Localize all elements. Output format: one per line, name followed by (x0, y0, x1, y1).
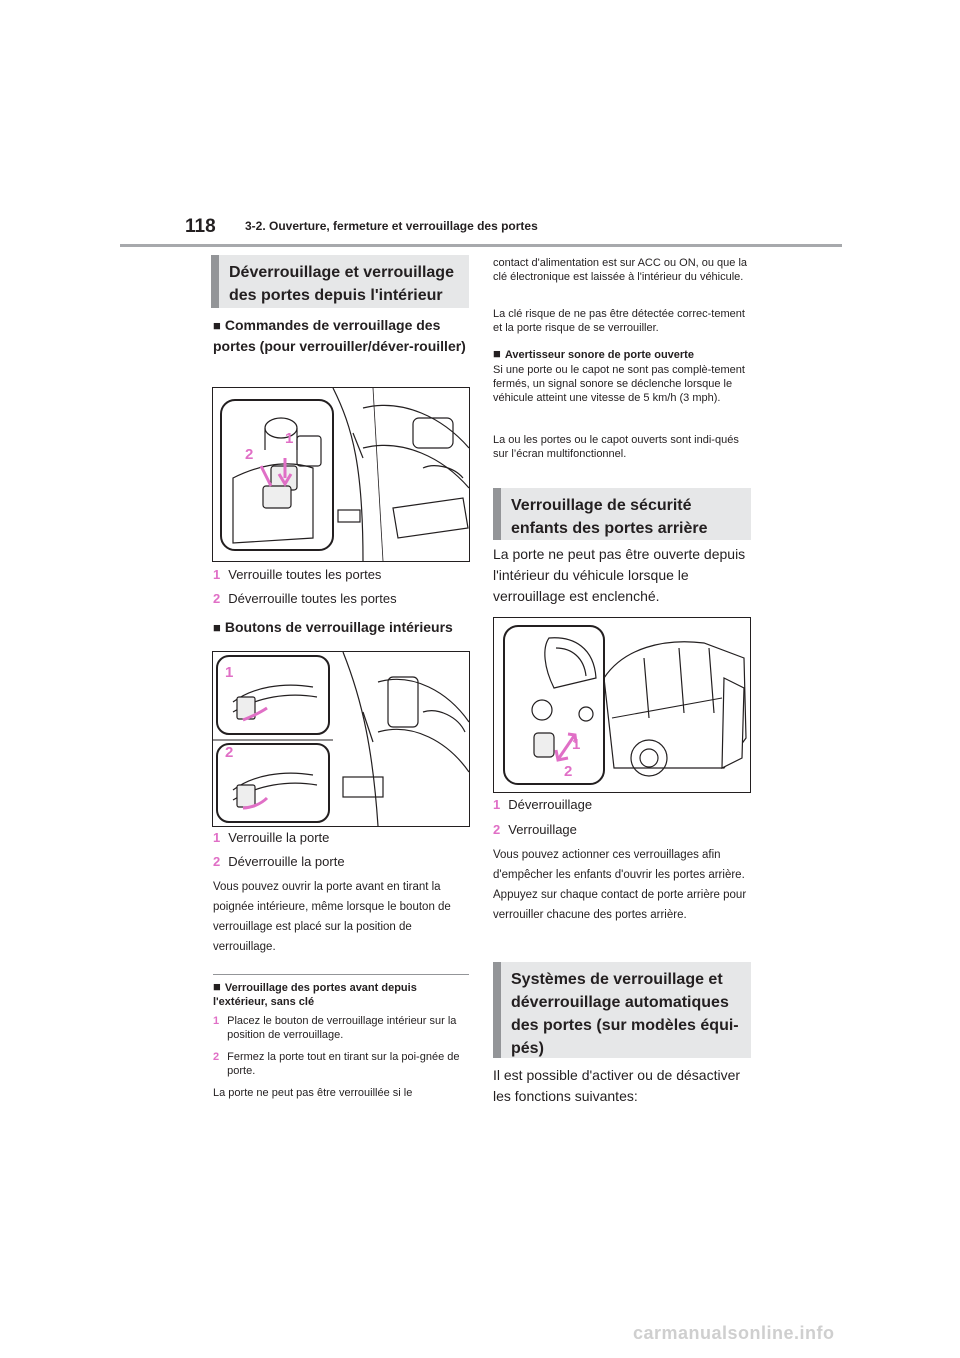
list-item: 1 Déverrouillage (493, 797, 593, 812)
chapter-title: 3-2. Ouverture, fermeture et verrouillage des portes (245, 219, 538, 233)
section-heading-child-lock: Verrouillage de sécurité enfants des portes arrière (493, 488, 751, 540)
auto-locking-intro: Il est possible d'activer ou de désactiver les fonctions suivantes: (493, 1067, 741, 1104)
list-item: 1 Verrouille toutes les portes (213, 567, 382, 582)
header-divider (120, 244, 842, 247)
list-item: 1 Verrouille la porte (213, 830, 330, 845)
list-item: 2 Verrouillage (493, 822, 577, 837)
note-step: 1 Placez le bouton de verrouillage intérieur sur la position de verrouillage. (213, 1015, 457, 1041)
paragraph-detection: La clé risque de ne pas être détectée correc-tement et la porte risque de se verrouiller. (493, 308, 745, 334)
callout-1: 1 (285, 430, 294, 447)
figure-interior-lock-buttons (212, 651, 470, 827)
alarm-paragraph: Si une porte ou le capot ne sont pas complè-tement fermés, un signal sonore se déclenche lorsque le véhicule atteint une vitesse de 5 km/h (3 mph). (493, 364, 745, 404)
callout-2: 2 (564, 763, 573, 780)
section-heading-interior-locking: Déverrouillage et verrouillage des portes depuis l'intérieur (211, 255, 469, 308)
callout-1: 1 (225, 664, 234, 681)
figure-child-safety-lock (493, 617, 751, 793)
callout-2: 2 (225, 744, 234, 761)
note-heading: ■ Verrouillage des portes avant depuis l'extérieur, sans clé (213, 979, 417, 1008)
note-divider (213, 974, 469, 975)
list-item: 2 Déverrouille toutes les portes (213, 591, 397, 606)
alarm-heading: ■ Avertisseur sonore de porte ouverte (493, 346, 694, 361)
child-lock-paragraph: Vous pouvez actionner ces verrouillages afin d'empêcher les enfants d'ouvrir les portes arrière. Appuyez sur chaque contact de porte arrière pour verrouiller chacune des portes arrière. (493, 849, 747, 921)
child-lock-intro: La porte ne peut pas être ouverte depuis l'intérieur du véhicule lorsque le verrouillage est enclenché. (493, 546, 746, 604)
watermark: carmanualsonline.info (633, 1323, 835, 1343)
section-heading-auto-locking: Systèmes de verrouillage et déverrouillage automatiques des portes (sur modèles équi-pés) (493, 962, 751, 1058)
note-tail: La porte ne peut pas être verrouillée si le (213, 1087, 413, 1099)
paragraph-interior-buttons: Vous pouvez ouvrir la porte avant en tirant la poignée intérieure, même lorsque le bouton de verrouillage est placé sur la position de verrouillage. (213, 881, 451, 953)
figure-door-lock-switches (212, 387, 470, 562)
note-step: 2 Fermez la porte tout en tirant sur la poi-gnée de porte. (213, 1051, 460, 1077)
page-number: 118 (185, 216, 216, 237)
subheading-interior-buttons: ■ Boutons de verrouillage intérieurs (213, 619, 453, 635)
subheading-lock-switches: ■ Commandes de verrouillage des portes (pour verrouiller/déver-rouiller) (213, 317, 466, 354)
callout-1: 1 (572, 736, 581, 753)
alarm-paragraph-2: La ou les portes ou le capot ouverts sont indi-qués sur l’écran multifonctionnel. (493, 434, 739, 460)
callout-2: 2 (245, 446, 254, 463)
list-item: 2 Déverrouille la porte (213, 854, 345, 869)
paragraph-continued: contact d'alimentation est sur ACC ou ON, ou que la clé électronique est laissée à l'intérieur du véhicule. (493, 257, 748, 283)
